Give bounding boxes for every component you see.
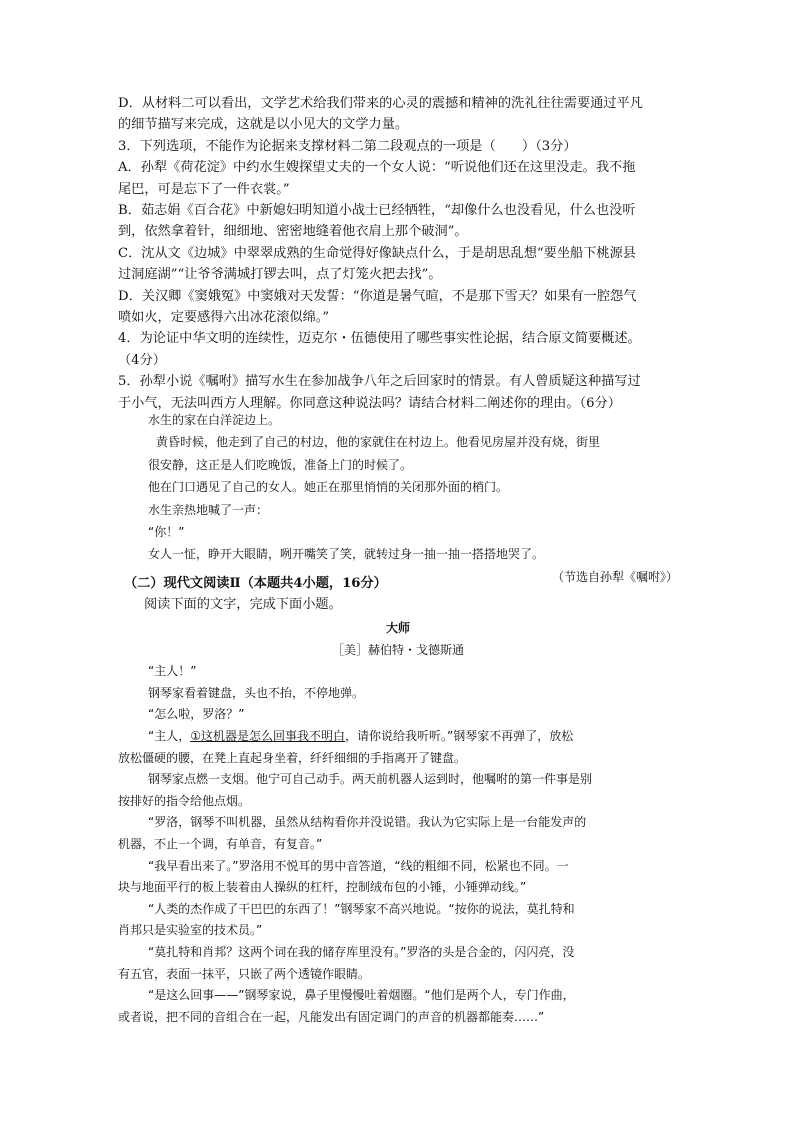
- story-paragraph: “人类的杰作成了干巴巴的东西了！”钢琴家不高兴地说。“按你的说法，莫扎特和: [148, 901, 575, 916]
- reading-section-header: [118, 573, 678, 616]
- q3-option-b-line-1: B．茹志娟《百合花》中新媳妇明知道小战士已经牺牲，“却像什么也没看见，什么也没听: [118, 203, 636, 219]
- story-paragraph: [118, 726, 678, 748]
- story-paragraph-cont: 按排好的指令给他点烟。: [118, 793, 251, 808]
- story-text: “主人，: [148, 728, 191, 743]
- q3-option-d-line-2: 喷如火，定要感得六出冰花滚似绵。”: [118, 310, 330, 326]
- underlined-sentence-1: ①这机器是怎么回事我不明白: [190, 728, 345, 743]
- q3-option-a-line-2: 尾巴，可是忘下了一件衣裳。”: [118, 181, 290, 197]
- story-paragraph: “莫扎特和肖邦？这两个词在我的储存库里没有。”罗洛的头是合金的，闪闪亮，没: [148, 944, 575, 959]
- story-paragraph-cont: 机器，不止一个调，有单音，有复音。”: [118, 836, 323, 851]
- option-d-line-2: 的细节描写来完成，这就是以小见大的文学力量。: [118, 117, 409, 133]
- story-paragraph-cont: 有五官，表面一抹平，只嵌了两个透镜作眼睛。: [118, 966, 371, 981]
- story-paragraph-cont: 肖邦只是实验室的技术员。”: [118, 923, 263, 938]
- question-5-line-1: 5．孙犁小说《嘱咐》描写水生在参加战争八年之后回家时的情景。有人曾质疑这种描写过: [118, 374, 641, 390]
- story-paragraph: “怎么啦，罗洛？”: [148, 707, 245, 722]
- excerpt-line: 黄昏时候，他走到了自己的村边，他的家就住在村边上。他看见房屋并没有烧，街里: [156, 435, 601, 450]
- section-intro: 阅读下面的文字，完成下面小题。: [144, 597, 342, 613]
- story-text: ，请你说给我听听。”钢琴家不再弹了，放松: [344, 728, 574, 743]
- q3-option-d-line-1: D．关汉卿《窦娥冤》中窦娥对天发誓：“你道是暑气暄，不是那下雪天？如果有一腔怨气: [118, 288, 637, 304]
- excerpt-line: 水生的家在白洋淀边上。: [148, 413, 281, 427]
- q3-option-c-line-1: C．沈从文《边城》中翠翠成熟的生命觉得好像缺点什么，于是胡思乱想“要坐船下桃源县: [118, 245, 636, 261]
- story-paragraph-cont: 块与地面平行的板上装着由人操纵的杠杆，控制绒布包的小锤，小锤弹动线。”: [118, 880, 527, 895]
- question-4-line-2: （4分）: [118, 352, 166, 368]
- excerpt-source: （节选自孙犁《嘱咐》）: [551, 569, 678, 584]
- story-paragraph: “罗洛，钢琴不叫机器，虽然从结构看你并没说错。我认为它实际上是一台能发声的: [148, 815, 587, 830]
- excerpt-line: 女人一怔，睁开大眼睛，咧开嘴笑了笑，就转过身一抽一抽一搭搭地哭了。: [148, 547, 545, 562]
- q3-option-c-line-2: 过洞庭湖”“让爷爷满城打锣去叫，点了灯笼火把去找”。: [118, 267, 442, 283]
- excerpt-line: “你！”: [148, 525, 185, 540]
- story-paragraph-cont: 放松僵硬的腰，在凳上直起身坐着，纤纤细细的手指离开了键盘。: [118, 750, 467, 765]
- section-heading: （二）现代文阅读Ⅱ（本题共4小题，16分）: [124, 576, 387, 591]
- story-author: ［美］赫伯特・戈德斯通: [331, 642, 464, 657]
- excerpt-line: 他在门口遇见了自己的女人。她正在那里悄悄的关闭那外面的梢门。: [148, 480, 509, 495]
- story-paragraph: “是这么回事——”钢琴家说，鼻子里慢慢吐着烟圈。“他们是两个人，专门作曲，: [148, 988, 575, 1003]
- q3-option-a-line-1: A．孙犁《荷花淀》中约水生嫂探望丈夫的一个女人说：“听说他们还在这里没走。我不拖: [118, 160, 636, 176]
- excerpt-line: 很安静，这正是人们吃晚饭，准备上门的时候了。: [148, 457, 413, 472]
- story-paragraph: “我早看出来了。”罗洛用不悦耳的男中音答道，“线的粗细不同，松紧也不同。一: [148, 858, 569, 873]
- story-paragraph: 钢琴家点燃一支烟。他宁可自己动手。两天前机器人运到时，他嘱咐的第一件事是别: [148, 772, 593, 787]
- question-5-line-2: 于小气，无法叫西方人理解。你同意这种说法吗？请结合材料二阐述你的理由。（6分）: [118, 395, 621, 411]
- questions-section: [118, 93, 678, 414]
- excerpt-line: 水生亲热地喊了一声：: [148, 502, 269, 517]
- option-d-line-1: D．从材料二可以看出，文学艺术给我们带来的心灵的震撼和精神的洗礼往往需要通过平凡: [118, 96, 643, 111]
- excerpt-block: [118, 409, 678, 588]
- story-block: [118, 618, 678, 1028]
- question-4-line-1: 4．为论证中华文明的连续性，迈克尔・伍德使用了哪些事实性论据，结合原文简要概述。: [118, 331, 641, 347]
- story-paragraph-cont: 或者说，把不同的音组合在一起，凡能发出有固定调门的声音的机器都能奏……”: [118, 1009, 545, 1024]
- q3-option-b-line-2: 到，依然拿着针，细细地、密密地缝着他衣肩上那个破洞”。: [118, 224, 468, 240]
- story-paragraph: 钢琴家看着键盘，头也不抬，不停地弹。: [148, 685, 365, 700]
- question-3: 3．下列选项，不能作为论据来支撑材料二第二段观点的一项是（ ）（3分）: [118, 138, 577, 154]
- story-paragraph: “主人！”: [148, 664, 197, 679]
- story-title: 大师: [385, 621, 410, 635]
